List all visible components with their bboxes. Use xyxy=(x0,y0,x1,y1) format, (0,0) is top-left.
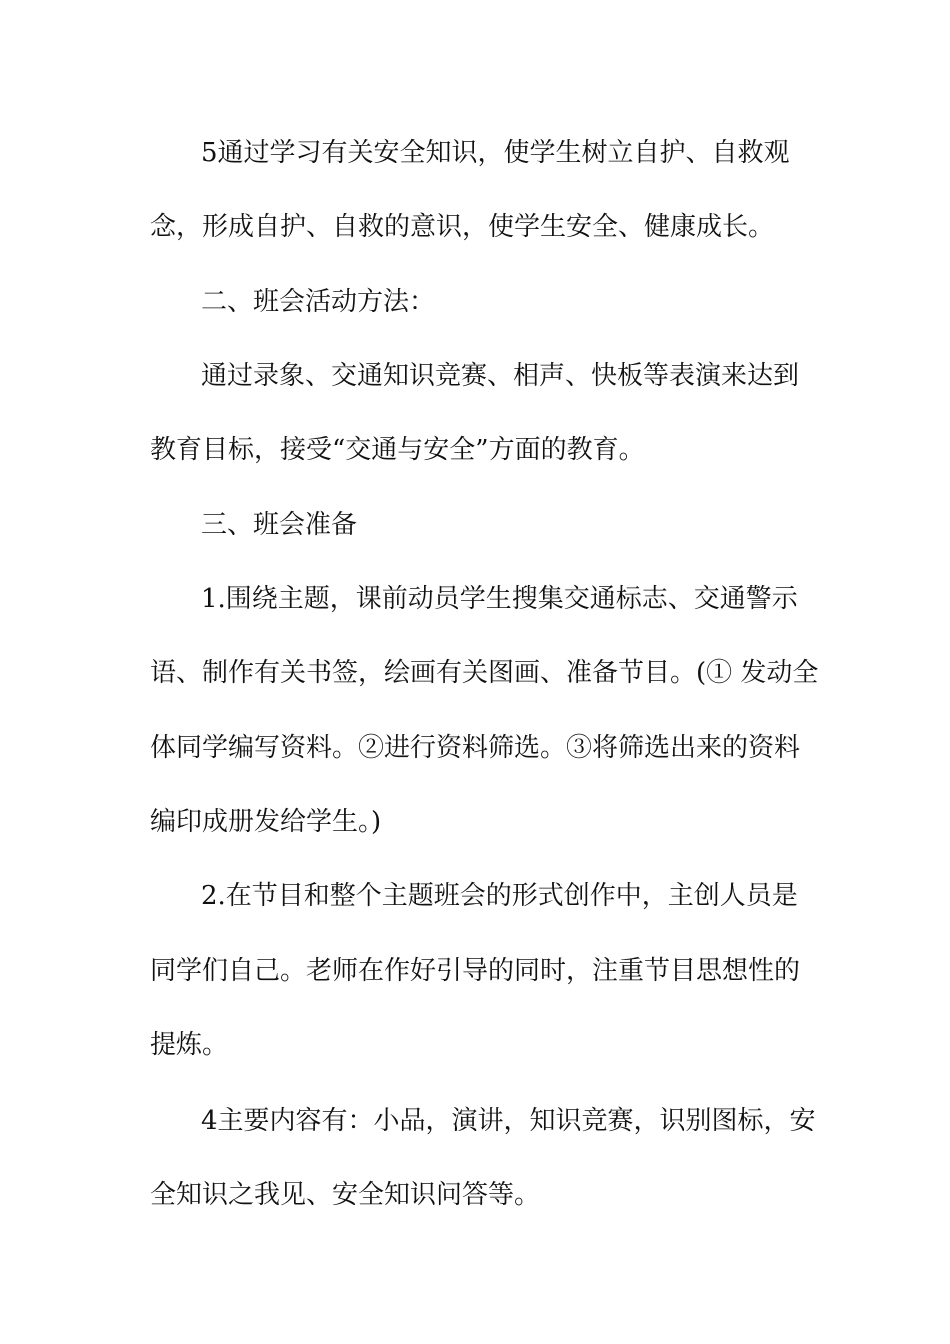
paragraph-line-14: 4主要内容有：小品，演讲，知识竞赛，识别图标，安 xyxy=(201,1106,816,1136)
paragraph-line-15: 全知识之我见、安全知识问答等。 xyxy=(150,1180,541,1210)
paragraph-line-8: 语、制作有关书签，绘画有关图画、准备节目。(① 发动全 xyxy=(150,658,819,688)
section-heading-preparation: 三、班会准备 xyxy=(201,510,358,540)
paragraph-line-4: 通过录象、交通知识竞赛、相声、快板等表演来达到 xyxy=(201,361,800,391)
paragraph-line-10: 编印成册发给学生。) xyxy=(150,807,382,837)
paragraph-line-12: 同学们自己。老师在作好引导的同时，注重节目思想性的 xyxy=(150,956,801,986)
paragraph-line-2: 念，形成自护、自救的意识，使学生安全、健康成长。 xyxy=(150,212,775,242)
paragraph-line-11: 2.在节目和整个主题班会的形式创作中，主创人员是 xyxy=(201,881,798,911)
section-heading-methods: 二、班会活动方法： xyxy=(201,287,436,317)
paragraph-line-13: 提炼。 xyxy=(150,1030,229,1060)
paragraph-line-9: 体同学编写资料。②进行资料筛选。③将筛选出来的资料 xyxy=(150,733,801,763)
paragraph-line-5: 教育目标，接受“交通与安全”方面的教育。 xyxy=(150,435,645,465)
paragraph-line-1: 5通过学习有关安全知识，使学生树立自护、自救观 xyxy=(201,138,790,168)
paragraph-line-7: 1.围绕主题，课前动员学生搜集交通标志、交通警示 xyxy=(201,584,798,614)
